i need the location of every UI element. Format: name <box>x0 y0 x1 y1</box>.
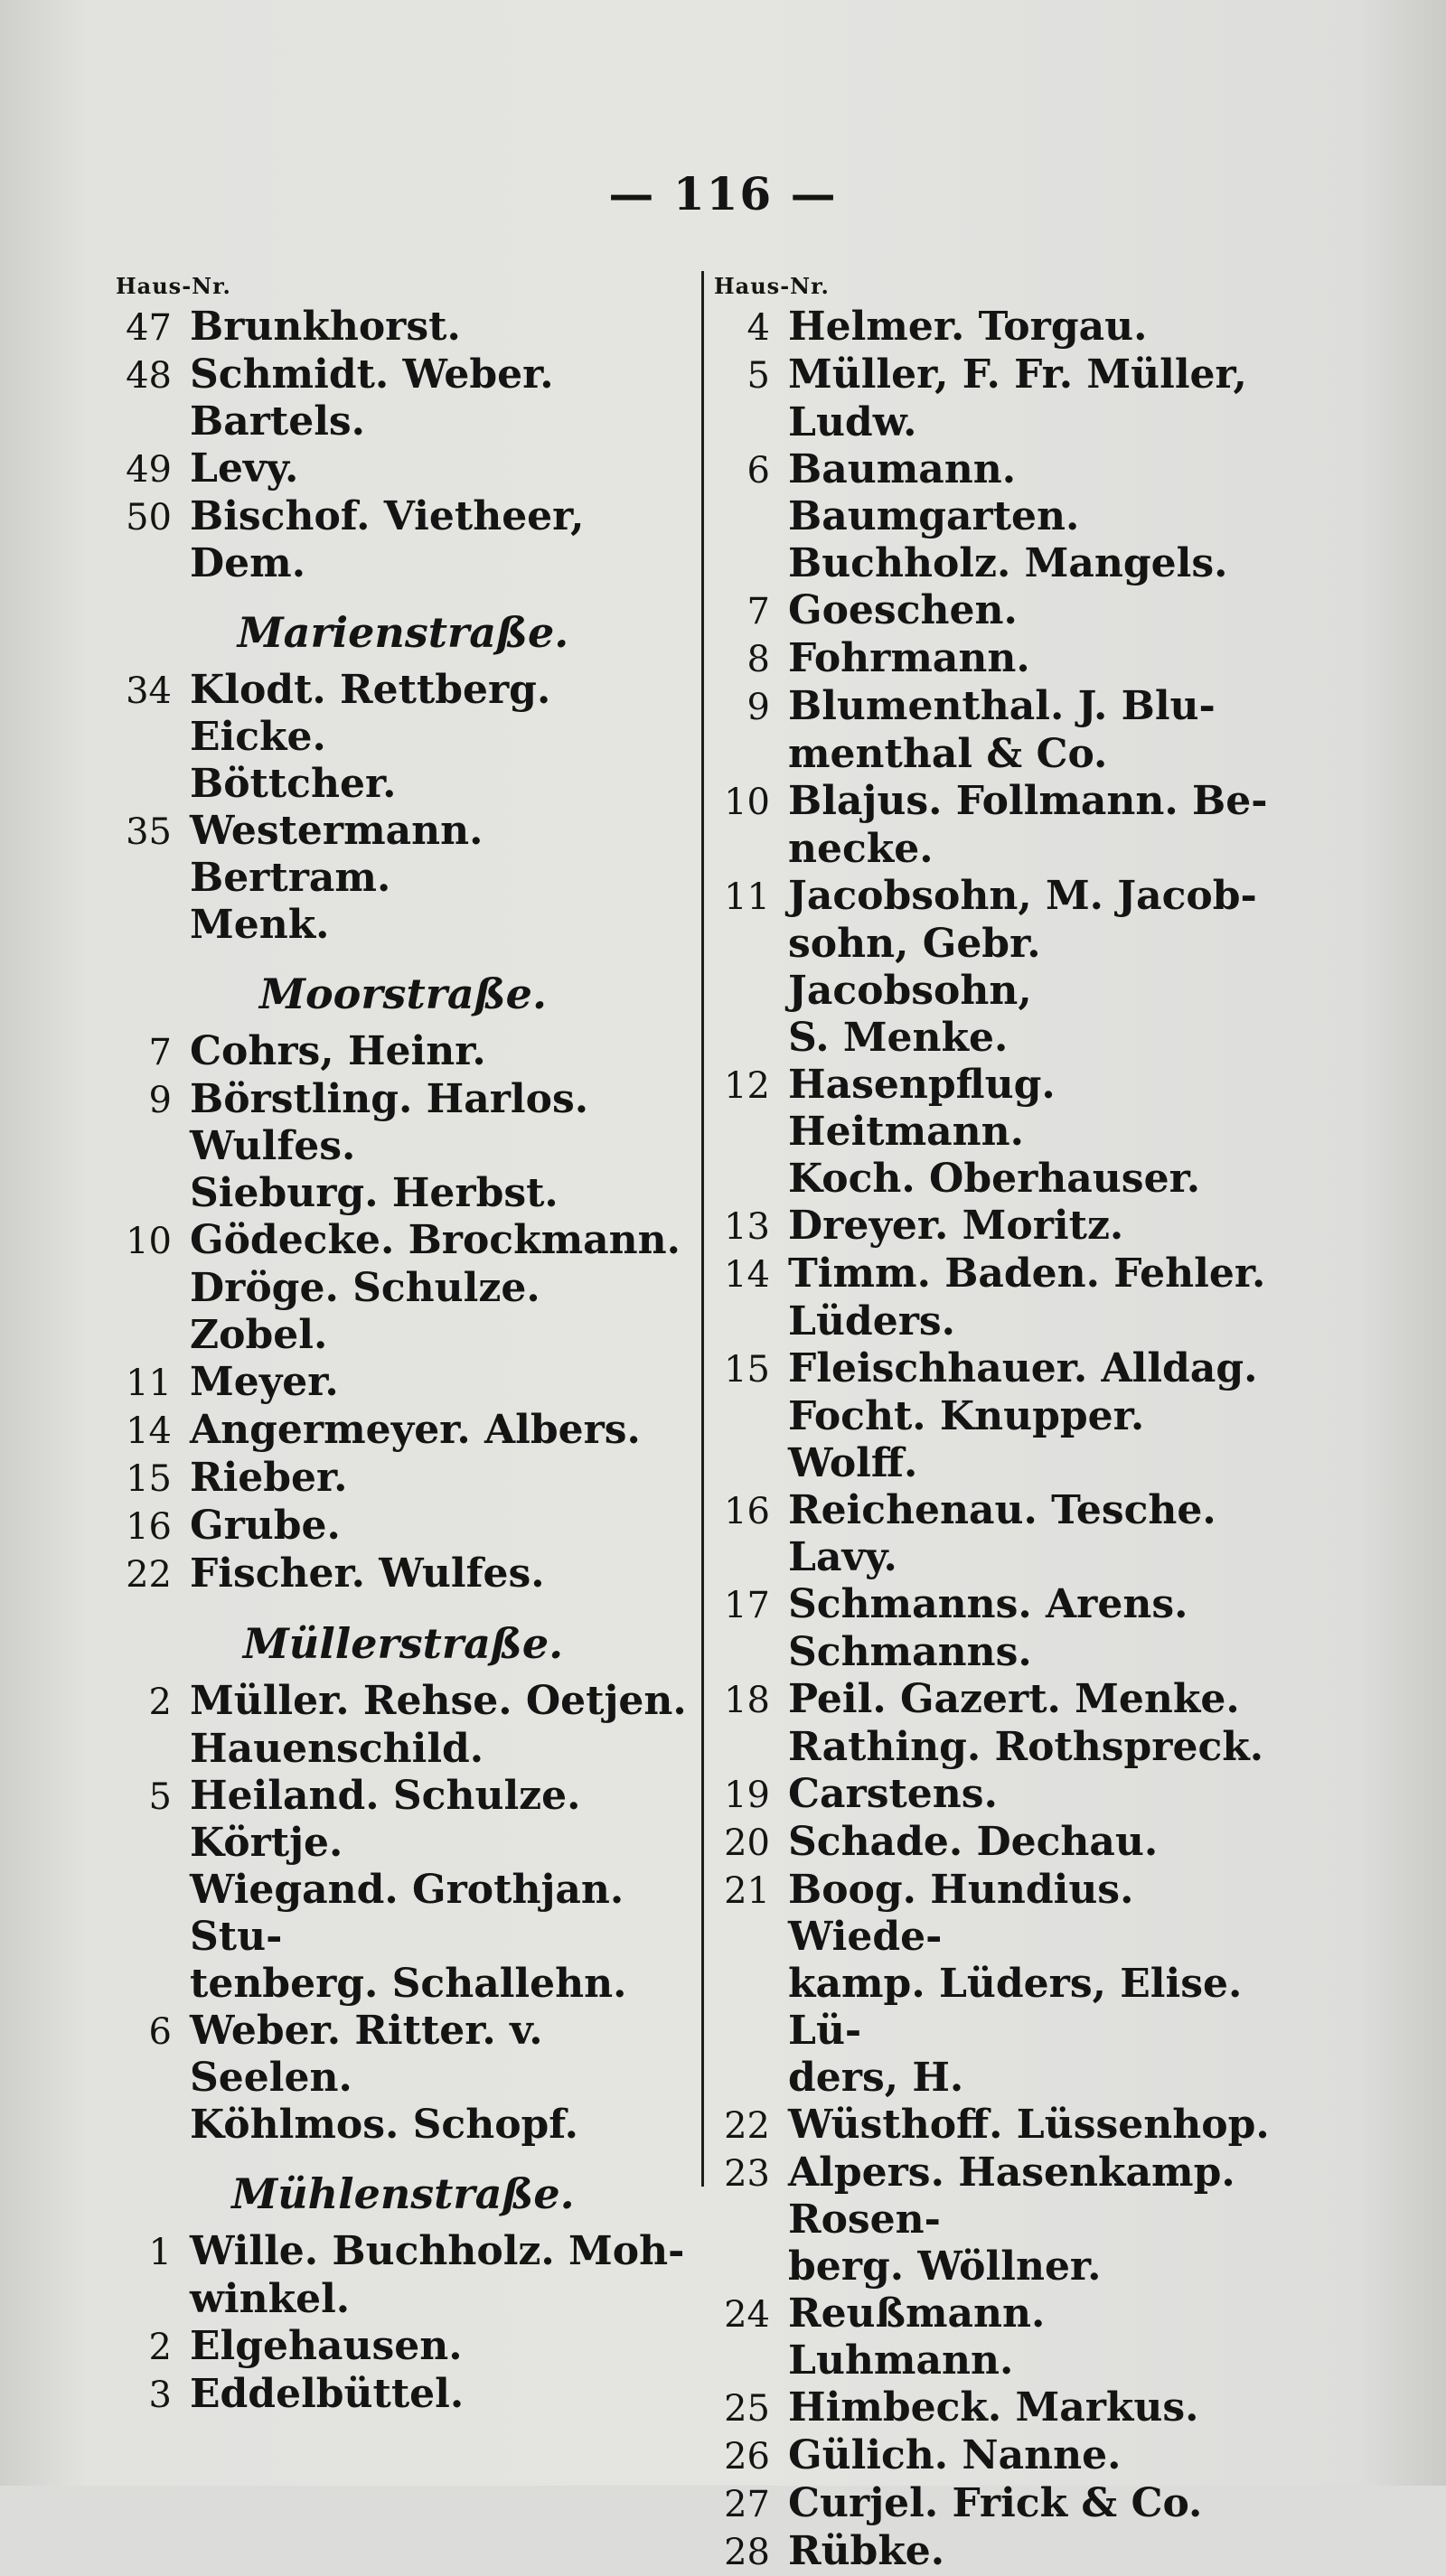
house-number: 5 <box>746 355 770 397</box>
entry-first-line <box>714 778 1283 826</box>
entry-first-line <box>116 808 690 902</box>
entry-first-line <box>714 2432 1283 2480</box>
entry-first-line <box>714 587 1283 635</box>
house-number: 25 <box>724 2388 770 2430</box>
resident-names-continued: menthal & Co. <box>788 731 1108 777</box>
address-entry <box>714 1203 1283 1251</box>
house-number: 28 <box>724 2532 770 2573</box>
entry-first-line <box>116 1550 690 1598</box>
entry-first-line <box>116 445 690 493</box>
house-number: 11 <box>724 876 770 918</box>
entry-first-line <box>116 2323 690 2371</box>
right-column-body <box>714 304 1283 2576</box>
resident-names: Carstens. <box>788 1771 998 1817</box>
address-entry <box>714 873 1283 1062</box>
house-number: 48 <box>126 355 172 397</box>
address-entry <box>116 304 690 351</box>
resident-names-continued: Lüders. <box>788 1298 955 1344</box>
house-number: 4 <box>746 307 770 349</box>
house-number: 17 <box>724 1585 770 1626</box>
house-number: 15 <box>724 1349 770 1391</box>
house-number: 22 <box>126 1554 172 1596</box>
entry-first-line <box>714 2102 1283 2150</box>
resident-names-continued: tenberg. Schallehn. <box>190 1961 627 2007</box>
address-entry <box>116 2228 690 2323</box>
resident-names-continued: sohn, Gebr. Jacobsohn, <box>788 921 1041 1014</box>
resident-names: Rieber. <box>190 1455 348 1501</box>
address-entry <box>714 2528 1283 2576</box>
entry-first-line <box>116 1678 690 1726</box>
house-number: 14 <box>126 1410 172 1452</box>
resident-names: Müller, F. Fr. Müller, <box>788 351 1247 398</box>
address-entry <box>116 1076 690 1217</box>
address-entry <box>714 2102 1283 2150</box>
resident-names: Hasenpflug. Heitmann. <box>788 1062 1056 1155</box>
house-number: 20 <box>724 1822 770 1864</box>
house-number: 23 <box>724 2153 770 2195</box>
address-entry <box>714 1581 1283 1676</box>
entry-first-line <box>714 1676 1283 1724</box>
house-number: 18 <box>724 1680 770 1721</box>
resident-names-continued: berg. Wöllner. <box>788 2243 1102 2290</box>
address-entry <box>714 2480 1283 2528</box>
entry-first-line <box>116 2228 690 2276</box>
address-entry <box>116 493 690 587</box>
address-entry <box>116 445 690 493</box>
resident-names: Meyer. <box>190 1359 339 1405</box>
entry-first-line <box>714 304 1283 351</box>
address-entry <box>714 587 1283 635</box>
entry-first-line <box>116 1455 690 1503</box>
house-number: 24 <box>724 2294 770 2336</box>
resident-names-continued: Wiegand. Grothjan. Stu- <box>190 1867 624 1960</box>
resident-names: Angermeyer. Albers. <box>190 1407 641 1453</box>
entry-first-line <box>714 1251 1283 1298</box>
address-entry <box>116 1550 690 1598</box>
entry-first-line <box>714 1487 1283 1581</box>
address-entry <box>714 1867 1283 2102</box>
resident-names: Schmanns. Arens. <box>788 1581 1188 1627</box>
house-number: 6 <box>148 2011 172 2053</box>
resident-names: Bischof. Vietheer, Dem. <box>190 493 585 586</box>
resident-names: Brunkhorst. <box>190 304 461 350</box>
resident-names: Dreyer. Moritz. <box>788 1203 1124 1249</box>
address-entry <box>714 1062 1283 1203</box>
resident-names-continued: kamp. Lüders, Elise. Lü- <box>788 1961 1243 2054</box>
entry-first-line <box>714 446 1283 540</box>
resident-names-continued: Sieburg. Herbst. <box>190 1170 559 1216</box>
house-number: 2 <box>148 1681 172 1723</box>
house-number: 8 <box>746 639 770 680</box>
resident-names: Schade. Dechau. <box>788 1819 1159 1865</box>
entry-first-line <box>714 1771 1283 1819</box>
resident-names: Goeschen. <box>788 587 1018 633</box>
resident-names: Blajus. Follmann. Be- <box>788 778 1268 824</box>
resident-names: Timm. Baden. Fehler. <box>788 1251 1266 1297</box>
address-entry <box>116 2008 690 2149</box>
resident-names: Heiland. Schulze. Körtje. <box>190 1773 581 1866</box>
entry-first-line <box>116 493 690 587</box>
resident-names: Reichenau. Tesche. Lavy. <box>788 1487 1216 1580</box>
house-number: 47 <box>126 307 172 349</box>
resident-names: Peil. Gazert. Menke. <box>788 1676 1240 1722</box>
house-number: 21 <box>724 1870 770 1912</box>
house-number: 49 <box>126 449 172 491</box>
page-number: — 116 — <box>608 167 838 220</box>
resident-names: Wüsthoff. Lüssenhop. <box>788 2102 1270 2148</box>
house-number: 35 <box>126 811 172 853</box>
address-entry <box>714 2384 1283 2432</box>
resident-names-continued: Ludw. <box>788 399 917 445</box>
address-entry <box>116 2323 690 2371</box>
house-number: 16 <box>724 1491 770 1532</box>
right-column <box>714 269 1283 2576</box>
house-number: 22 <box>724 2105 770 2147</box>
address-entry <box>116 808 690 949</box>
address-entry <box>116 1678 690 1773</box>
entry-first-line <box>116 667 690 761</box>
entry-first-line <box>116 351 690 445</box>
resident-names-continued: Rathing. Rothspreck. <box>788 1724 1264 1770</box>
entry-first-line <box>714 351 1283 399</box>
resident-names-continued: Menk. <box>190 902 330 948</box>
house-number: 7 <box>148 1032 172 1073</box>
entry-first-line <box>116 1503 690 1550</box>
entry-first-line <box>116 1407 690 1455</box>
house-number: 11 <box>126 1363 172 1404</box>
left-column-body <box>116 304 690 2419</box>
resident-names: Müller. Rehse. Oetjen. <box>190 1678 687 1724</box>
street-heading: Mühlenstraße. <box>231 2169 575 2218</box>
entry-first-line <box>714 2384 1283 2432</box>
resident-names: Westermann. Bertram. <box>190 808 484 901</box>
house-number: 10 <box>724 782 770 823</box>
entry-first-line <box>714 2150 1283 2243</box>
house-number: 3 <box>148 2375 172 2416</box>
house-number: 15 <box>126 1458 172 1500</box>
address-entry <box>714 1345 1283 1487</box>
resident-names: Grube. <box>190 1503 341 1549</box>
resident-names-continued: Böttcher. <box>190 761 397 807</box>
resident-names: Klodt. Rettberg. Eicke. <box>190 667 551 760</box>
address-entry <box>116 1455 690 1503</box>
resident-names-continued: ders, H. <box>788 2055 964 2101</box>
entry-first-line <box>116 1076 690 1170</box>
resident-names-continued: Köhlmos. Schopf. <box>190 2102 578 2148</box>
entry-first-line <box>714 2480 1283 2528</box>
resident-names-continued: Schmanns. <box>788 1629 1032 1675</box>
house-number: 9 <box>148 1080 172 1121</box>
house-number: 50 <box>126 497 172 539</box>
entry-first-line <box>714 1581 1283 1629</box>
entry-first-line <box>714 2290 1283 2384</box>
resident-names: Himbeck. Markus. <box>788 2384 1199 2431</box>
entry-first-line <box>116 1217 690 1265</box>
address-entry <box>116 1773 690 2008</box>
house-number: 34 <box>126 670 172 712</box>
entry-first-line <box>714 1062 1283 1156</box>
resident-names: Börstling. Harlos. Wulfes. <box>190 1076 589 1169</box>
house-number: 13 <box>724 1206 770 1248</box>
house-number: 14 <box>724 1254 770 1296</box>
house-number: 7 <box>746 591 770 632</box>
address-entry <box>714 351 1283 446</box>
house-number: 5 <box>148 1776 172 1818</box>
right-column-header: Haus-Nr. <box>714 273 830 299</box>
house-number: 6 <box>746 450 770 492</box>
resident-names: Gödecke. Brockmann. <box>190 1217 681 1263</box>
address-entry <box>714 635 1283 683</box>
address-entry <box>714 2290 1283 2384</box>
resident-names: Elgehausen. <box>190 2323 463 2369</box>
resident-names: Jacobsohn, M. Jacob- <box>788 873 1257 919</box>
entry-first-line <box>116 2371 690 2419</box>
street-heading: Marienstraße. <box>237 608 569 657</box>
resident-names: Fleischhauer. Alldag. <box>788 1345 1258 1391</box>
entry-first-line <box>116 1773 690 1867</box>
address-entry <box>714 1771 1283 1819</box>
left-column-header: Haus-Nr. <box>116 273 231 299</box>
left-column <box>116 269 690 2419</box>
resident-names: Helmer. Torgau. <box>788 304 1148 350</box>
resident-names-continued: Koch. Oberhauser. <box>788 1156 1201 1202</box>
resident-names: Gülich. Nanne. <box>788 2432 1122 2478</box>
house-number: 19 <box>724 1775 770 1816</box>
address-entry <box>714 1819 1283 1867</box>
resident-names: Wille. Buchholz. Moh- <box>190 2228 685 2274</box>
entry-first-line <box>714 1345 1283 1393</box>
resident-names: Fischer. Wulfes. <box>190 1550 545 1597</box>
resident-names: Cohrs, Heinr. <box>190 1028 486 1074</box>
address-entry <box>714 2432 1283 2480</box>
resident-names: Alpers. Hasenkamp. Rosen- <box>788 2150 1235 2243</box>
street-heading: Moorstraße. <box>259 970 547 1018</box>
entry-first-line <box>116 304 690 351</box>
resident-names-continued: necke. <box>788 826 934 872</box>
resident-names-continued: Dröge. Schulze. Zobel. <box>190 1265 540 1358</box>
street-heading: Müllerstraße. <box>242 1619 564 1668</box>
house-number: 2 <box>148 2327 172 2368</box>
house-number: 10 <box>126 1221 172 1262</box>
resident-names: Weber. Ritter. v. Seelen. <box>190 2008 543 2101</box>
address-entry <box>714 683 1283 778</box>
address-entry <box>116 667 690 808</box>
address-entry <box>714 2150 1283 2290</box>
resident-names-continued: winkel. <box>190 2276 351 2322</box>
entry-first-line <box>714 2528 1283 2576</box>
entry-first-line <box>116 2008 690 2102</box>
address-entry <box>116 351 690 445</box>
address-entry <box>714 1487 1283 1581</box>
resident-names-continued: Hauenschild. <box>190 1726 484 1772</box>
entry-first-line <box>714 635 1283 683</box>
address-entry <box>116 1359 690 1407</box>
address-entry <box>116 1028 690 1076</box>
resident-names: Reußmann. Luhmann. <box>788 2290 1046 2384</box>
address-entry <box>116 1503 690 1550</box>
entry-first-line <box>714 1819 1283 1867</box>
resident-names-continued: S. Menke. <box>788 1015 1009 1061</box>
address-entry <box>116 1407 690 1455</box>
house-number: 26 <box>724 2436 770 2478</box>
entry-first-line <box>714 683 1283 731</box>
entry-first-line <box>116 1028 690 1076</box>
entry-first-line <box>714 873 1283 921</box>
house-number: 27 <box>724 2484 770 2525</box>
resident-names: Fohrmann. <box>788 635 1030 681</box>
house-number: 16 <box>126 1506 172 1548</box>
resident-names: Levy. <box>190 445 299 492</box>
house-number: 1 <box>148 2232 172 2273</box>
resident-names-continued: Focht. Knupper. Wolff. <box>788 1393 1145 1486</box>
address-entry <box>116 1217 690 1359</box>
address-entry <box>116 2371 690 2419</box>
address-entry <box>714 1251 1283 1345</box>
column-divider <box>701 271 704 2187</box>
resident-names: Boog. Hundius. Wiede- <box>788 1867 1134 1960</box>
entry-first-line <box>714 1867 1283 1961</box>
resident-names: Eddelbüttel. <box>190 2371 465 2417</box>
house-number: 12 <box>724 1065 770 1107</box>
entry-first-line <box>116 1359 690 1407</box>
entry-first-line <box>714 1203 1283 1251</box>
resident-names-continued: Buchholz. Mangels. <box>788 540 1228 586</box>
resident-names: Curjel. Frick & Co. <box>788 2480 1203 2526</box>
house-number: 9 <box>746 687 770 728</box>
resident-names: Baumann. Baumgarten. <box>788 446 1080 539</box>
address-entry <box>714 304 1283 351</box>
resident-names: Blumenthal. J. Blu- <box>788 683 1216 729</box>
resident-names: Rübke. <box>788 2528 945 2574</box>
address-entry <box>714 446 1283 587</box>
address-entry <box>714 1676 1283 1771</box>
address-entry <box>714 778 1283 873</box>
resident-names: Schmidt. Weber. Bartels. <box>190 351 554 445</box>
